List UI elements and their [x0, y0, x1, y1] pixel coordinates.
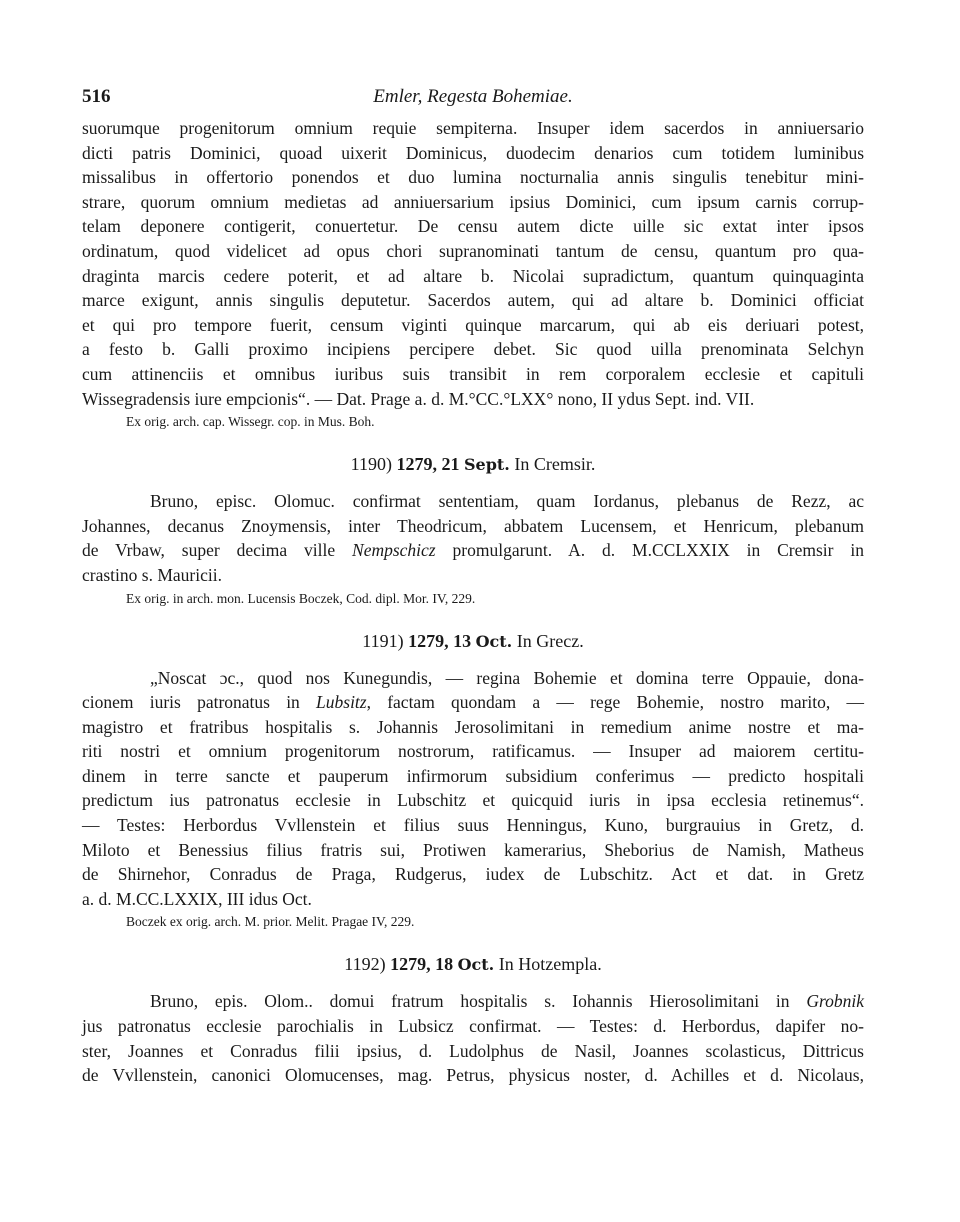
text-line: Johannes, decanus Znoymensis, inter Theodricum, abbatem Lucensem, et Henricum, plebanum [82, 515, 864, 536]
text-line: cionem iuris patronatus in Lubsitz, factam quondam a — rege Bohemie, nostro marito, — [82, 692, 864, 713]
entry-place: In Hotzempla. [498, 954, 602, 975]
entry-continuation-text [82, 116, 864, 411]
text-line: et qui pro tempore fuerit, censum viginti quinque marcarum, qui ab eis deriuari potest, [82, 314, 864, 335]
text-line: draginta marcis cedere poterit, et ad altare b. Nicolai supradictum, quantum quinquaginta [82, 265, 864, 286]
entry-place: In Grecz. [516, 630, 584, 651]
text-line: ster, Joannes et Conradus filii ipsius, d. Ludolphus de Nasil, Joannes scolasticus, Dittricus [82, 1040, 864, 1061]
entry-text-1192 [82, 989, 864, 1087]
text-line: jus patronatus ecclesie parochialis in Lubsicz confirmat. — Testes: d. Herbordus, dapifer no- [82, 1016, 864, 1037]
running-title: Emler, Regesta Bohemiae. [373, 86, 573, 107]
entry-year: 1279, 13 [408, 630, 472, 651]
text-line: dinem in terre sancte et pauperum infirmorum subsidium conferimus — predicto hospitali [82, 765, 864, 786]
text-line: a. d. M.CC.LXXIX, III idus Oct. [82, 888, 312, 909]
text-line: magistro et fratribus hospitalis s. Johannis Jerosolimitani in remedium anime nostre et ma- [82, 716, 864, 737]
entry-month: Oct. [457, 955, 495, 975]
text-line: de Vrbaw, super decima ville Nempschicz promulgarunt. A. d. M.CCLXXIX in Cremsir in [82, 540, 864, 561]
source-note: Ex orig. in arch. mon. Lucensis Boczek, Cod. dipl. Mor. IV, 229. [126, 590, 476, 606]
text-line: de Vvllenstein, canonici Olomucenses, mag. Petrus, physicus noster, d. Achilles et d. Nicolaus, [82, 1065, 864, 1086]
entry-month: Oct. [475, 631, 513, 651]
place-name: Lubsitz [316, 692, 367, 713]
place-name: Nempschicz [352, 540, 436, 561]
text-line: de Shirnehor, Conradus de Praga, Rudgerus, iudex de Lubschitz. Act et dat. in Gretz [82, 864, 864, 885]
entry-number: 1190) [350, 454, 392, 475]
text-line: strare, quorum omnium medietas ad anniuersarium ipsius Dominici, cum ipsum carnis corrup- [82, 191, 864, 212]
source-note: Ex orig. arch. cap. Wissegr. cop. in Mus. Boh. [126, 414, 375, 430]
text-line: marce exigunt, annis singulis deputetur. Sacerdos autem, qui ad altare b. Dominici officiat [82, 290, 864, 311]
text-line: a festo b. Galli proximo incipiens percipere debet. Sic quod uilla prenominata Selchyn [82, 339, 864, 360]
entry-heading-1191 [82, 631, 864, 652]
text-line: missalibus in offertorio ponendos et duo lumina nocturnalia annis singulis tenebitur mini- [82, 167, 864, 188]
text-line: suorumque progenitorum omnium requie sempiterna. Insuper idem sacerdos in anniuersario [82, 118, 864, 138]
text-line: telam deponere contigerit, conuertetur. De censu autem dicte uille sic extat inter ipsos [82, 216, 864, 237]
text-line: „Noscat ɔc., quod nos Kunegundis, — regina Bohemie et domina terre Oppauie, dona- [150, 667, 864, 688]
document-page [82, 86, 864, 1088]
text-line: Bruno, epis. Olom.. domui fratrum hospitalis s. Iohannis Hierosolimitani in Grobnik [150, 991, 864, 1012]
entry-text-1190 [82, 489, 864, 587]
page-number: 516 [82, 86, 111, 107]
entry-heading-1192 [82, 954, 864, 975]
entry-number: 1191) [362, 630, 404, 651]
entry-heading-1190 [82, 454, 864, 475]
entry-month: Sept. [463, 455, 510, 475]
entry-number: 1192) [344, 954, 386, 975]
entry-place: In Cremsir. [514, 454, 596, 475]
entry-year: 1279, 21 [396, 454, 460, 475]
text-line: Wissegradensis iure empcionis“. — Dat. Prage a. d. M.°CC.°LXX° nono, II ydus Sept. ind. VII. [82, 388, 755, 409]
entry-year: 1279, 18 [390, 954, 454, 975]
page-header [82, 86, 864, 116]
text-line: crastino s. Mauricii. [82, 564, 222, 585]
text-line: ordinatum, quod videlicet ad opus chori supranominati tantum de censu, quantum pro qua- [82, 240, 864, 261]
text-line: Miloto et Benessius filius fratris sui, Protiwen kamerarius, Sheborius de Namish, Matheus [82, 839, 864, 860]
place-name: Grobnik [806, 991, 864, 1012]
text-line: Bruno, episc. Olomuc. confirmat sententiam, quam Iordanus, plebanus de Rezz, ac [150, 491, 864, 512]
text-line: riti nostri et omnium progenitorum nostrorum, ratificamus. — Insuper ad maiorem certitu- [82, 741, 864, 762]
text-line: predictum ius patronatus ecclesie in Lubschitz et quicquid iuris in ipsa ecclesia retinemus“. [82, 790, 864, 811]
source-note: Boczek ex orig. arch. M. prior. Melit. Pragae IV, 229. [126, 914, 415, 930]
text-line: cum attinenciis et omnibus iuribus suis transibit in rem corporalem ecclesie et capituli [82, 363, 864, 384]
text-line: dicti patris Dominici, quoad uixerit Dominicus, duodecim denarios cum totidem luminibus [82, 142, 864, 163]
text-line: — Testes: Herbordus Vvllenstein et filius suus Henningus, Kuno, burgrauius in Gretz, d. [82, 815, 864, 836]
entry-text-1191 [82, 666, 864, 912]
